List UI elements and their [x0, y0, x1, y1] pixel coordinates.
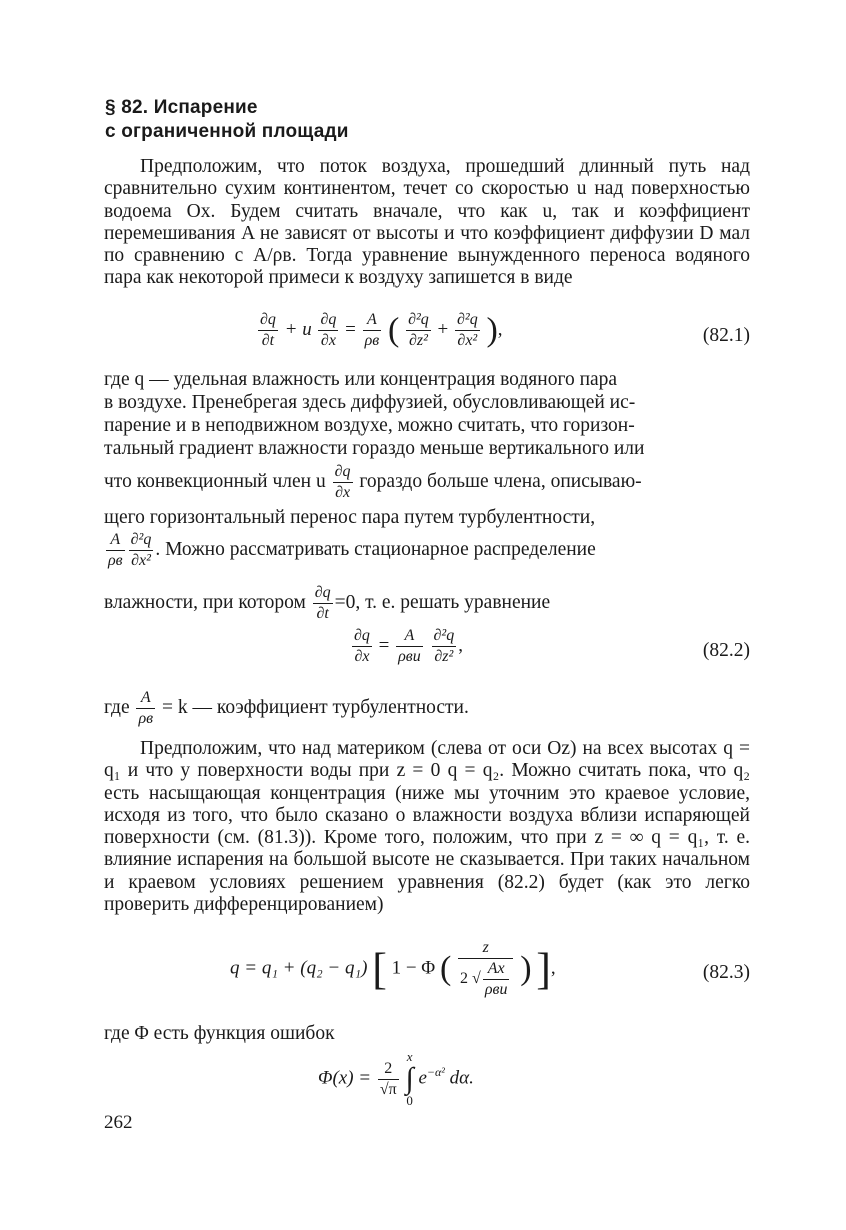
equation-82-3: q = q₁ + (q₂ − q₁) [ 1 − Φ ( z 2 √ $\frac{Ax}{\text{ρвu}}$ ) ], — [230, 939, 556, 998]
text-line: в воздухе. Пренебрегая здесь диффузией, обусловливающей ис- — [104, 392, 636, 413]
text-line: тальный градиент влажности гораздо меньше вертикального или — [104, 438, 645, 459]
paragraph-intro-text: Предположим, что поток воздуха, прошедший длинный путь над сравнительно сухим континентом, течет со скоростью u над поверхностью водоема Ox. Будем считать вначале, что как u, так и коэффициент перемешивания A не зависят от высоты и что коэффициент диффузии D мал по сравнению с A/ρв. Тогда уравнение вынужденного переноса водяного пара как некоторой примеси к воздуху запишется в виде — [104, 156, 750, 289]
text-line: щего горизонтальный перенос пара путем турбулентности, — [104, 507, 596, 528]
text-line: где Φ есть функция ошибок — [104, 1023, 335, 1044]
equation-82-2: $\frac{\partial q}{\partial x}$ = $\frac{A}{\text{ρвu}}$ $\frac{\text{∂²q}}{\text{∂z²}}$ , — [354, 627, 463, 665]
page-number: 262 — [104, 1112, 133, 1133]
paragraph-boundary-conditions — [104, 738, 750, 916]
paragraph-intro — [104, 156, 750, 290]
equation-number-82-3: (82.3) — [702, 962, 750, 983]
equation-number-82-2: (82.2) — [702, 640, 750, 661]
text-line: где q — удельная влажность или концентрация водяного пара — [104, 369, 618, 390]
text-line: парение и в неподвижном воздухе, можно считать, что горизон- — [104, 415, 635, 436]
section-title-line1: § 82. Испарение — [105, 97, 258, 118]
paragraph-boundary-conditions-text: Предположим, что над материком (слева от оси Oz) на всех высотах q = q₁ и что у поверхности воды при z = 0 q = q₂. Можно считать пока, что q₂ есть насыщающая концентрация (ниже мы уточним это краевое условие, исходя из того, что было сказано о влажности воздуха вблизи испаряющей поверхности (см. (81.3)). Кроме того, положим, что при z = ∞ q = q₁, т. е. влияние испарения на большой высоте не сказывается. При таких начальном и краевом условиях решением уравнения (82.2) будет (как это легко проверить дифференцированием) — [104, 738, 750, 916]
equation-82-1: $\frac{\partial q}{\partial t}$ + u $\frac{\partial q}{\partial x}$ = $\frac{A}{\rho в}$ ( $\frac{\text{∂²q}}{\text{∂z²}}$ + $\frac{\text{∂²q}}{\text{∂x²}}$ ), — [260, 311, 503, 349]
stationary-line: влажности, при котором $\frac{\partial q}{\partial t}$ =0, т. е. решать уравнение — [104, 584, 551, 622]
turbulent-term-line: $\frac{A}{\rho в}$ $\frac{\text{∂²q}}{\text{∂x²}}$ . Можно рассматривать стационарное распределение — [108, 531, 596, 569]
k-definition-line: где $\frac{A}{\rho в}$ = k — коэффициент турбулентности. — [104, 689, 469, 727]
equation-number-82-1: (82.1) — [702, 325, 750, 346]
equation-error-function: Φ(x) = $\frac{2}{√\pi}$ x ∫ 0 $e^{-\alpha^2}$ dα. — [318, 1049, 474, 1108]
convection-term-line: что конвекционный член u $\frac{\partial q}{\partial x}$ гораздо больше члена, описываю- — [104, 463, 642, 501]
section-title-line2: с ограниченной площади — [105, 121, 349, 142]
